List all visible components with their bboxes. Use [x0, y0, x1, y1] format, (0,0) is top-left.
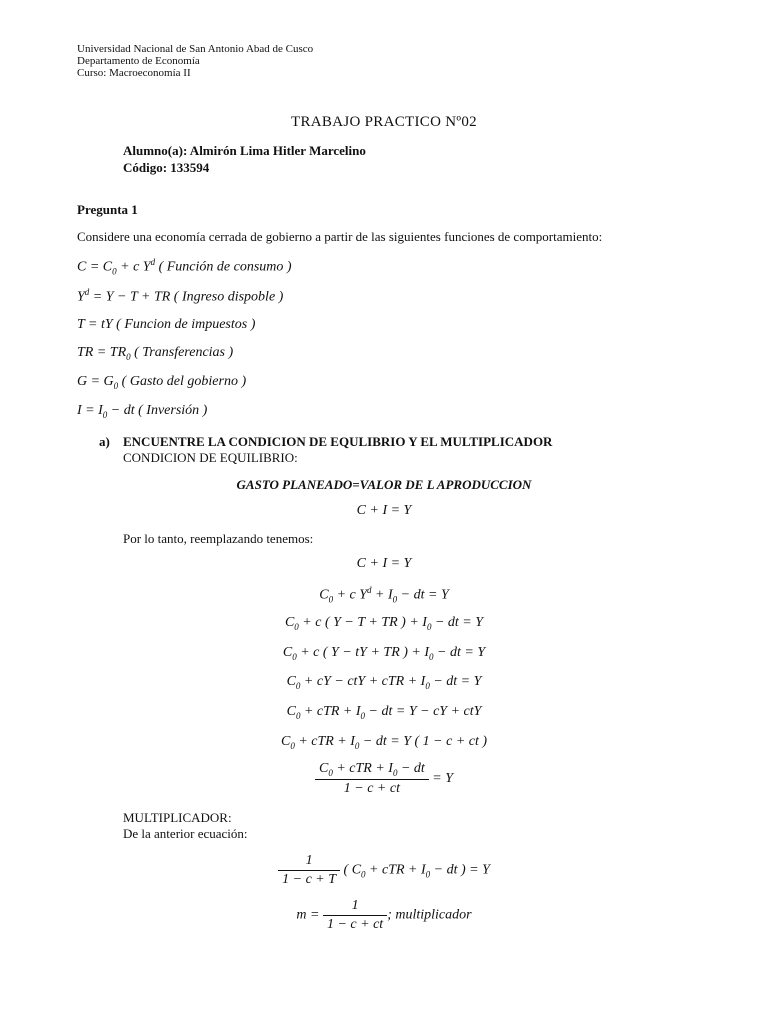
multiplier-label: MULTIPLICADOR:: [123, 810, 232, 825]
question-intro: Considere una economía cerrada de gobierno a partir de las siguientes funciones de comportamiento:: [77, 229, 603, 244]
fraction: $\frac{1}{1 - c + ct}$: [323, 898, 387, 933]
fraction: $\frac{1}{1 - c + T}$: [278, 853, 340, 888]
derivation-step-5: $C_0$ + cY − ctY + cTR + $I_0$ − dt = Y: [286, 674, 482, 691]
function-label: Inversión: [146, 403, 200, 418]
tax-function: T = tY ( Funcion de impuestos ): [77, 317, 256, 332]
function-label: Gasto del gobierno: [129, 374, 238, 389]
multiplier-note: ; multiplicador: [387, 907, 472, 923]
university-name: Universidad Nacional de San Antonio Abad de Cusco: [77, 43, 314, 55]
function-label: Funcion de impuestos: [124, 317, 248, 332]
derivation-step-7: $C_0$ + cTR + $I_0$ − dt = Y ( 1 − c + ct ): [280, 734, 488, 751]
equilibrium-subheading: CONDICION DE EQUILIBRIO:: [123, 450, 298, 465]
fraction: $\frac{C_0 + cTR + I_0 - dt}{1 - c + ct}$: [315, 761, 429, 797]
student-code: Código: 133594: [123, 160, 210, 175]
multiplier-definition: m = $\frac{1}{1 - c + ct}$ ; multiplicador: [296, 898, 472, 932]
disposable-income-function: $Y^d = Y - T$ + TR ( Ingreso dispoble ): [77, 287, 284, 305]
investment-function: $I = I_0$ − dt ( Inversión ): [77, 403, 208, 420]
question-heading: Pregunta 1: [77, 202, 138, 217]
derivation-step-4: $C_0 + c$ ( Y − tY + TR ) + $I_0$ − dt = Y: [282, 645, 486, 662]
derivation-step-1: C + I = Y: [356, 556, 412, 571]
part-a-heading: ENCUENTRE LA CONDICION DE EQULIBRIO Y EL MULTIPLICADOR: [123, 434, 553, 449]
from-previous-text: De la anterior ecuación:: [123, 826, 248, 841]
course-name: Curso: Macroeconomía II: [77, 67, 191, 79]
derivation-step-3: $C_0 + c$ ( Y − T + TR ) + $I_0$ − dt = Y: [284, 615, 484, 632]
government-spending-function: $G = G_0$ ( Gasto del gobierno ): [77, 374, 247, 391]
consumption-function: $C = C_0 + c$ $Y^d$ ( Función de consumo ): [77, 257, 292, 277]
function-label: Ingreso dispoble: [181, 289, 276, 305]
page-title: TRABAJO PRACTICO Nº02: [291, 114, 477, 130]
equilibrium-equation: C + I = Y: [356, 503, 412, 518]
function-label: Transferencias: [142, 345, 226, 360]
part-a-marker: a): [99, 434, 110, 449]
student-name: Alumno(a): Almirón Lima Hitler Marcelino: [123, 143, 366, 158]
derivation-step-6: $C_0$ + cTR + $I_0$ − dt = Y − cY + ctY: [286, 704, 482, 721]
function-label: Función de consumo: [166, 259, 284, 275]
multiplier-equation: $\frac{1}{1 - c + T}$ ( $C_0$ + cTR + $I_0$ − dt ) = Y: [0, 853, 768, 888]
transfers-function: TR = $TR_0$ ( Transferencias ): [77, 345, 234, 362]
replace-text: Por lo tanto, reemplazando tenemos:: [123, 531, 314, 546]
department-name: Departamento de Economía: [77, 55, 200, 67]
planned-spending-title: GASTO PLANEADO=VALOR DE L APRODUCCION: [236, 477, 532, 492]
derivation-step-2: $C_0 + c$ $Y^d + I_0$ − dt = Y: [319, 585, 449, 605]
derivation-step-8: $\frac{C_0 + cTR + I_0 - dt}{1 - c + ct}$ = Y: [0, 761, 768, 797]
